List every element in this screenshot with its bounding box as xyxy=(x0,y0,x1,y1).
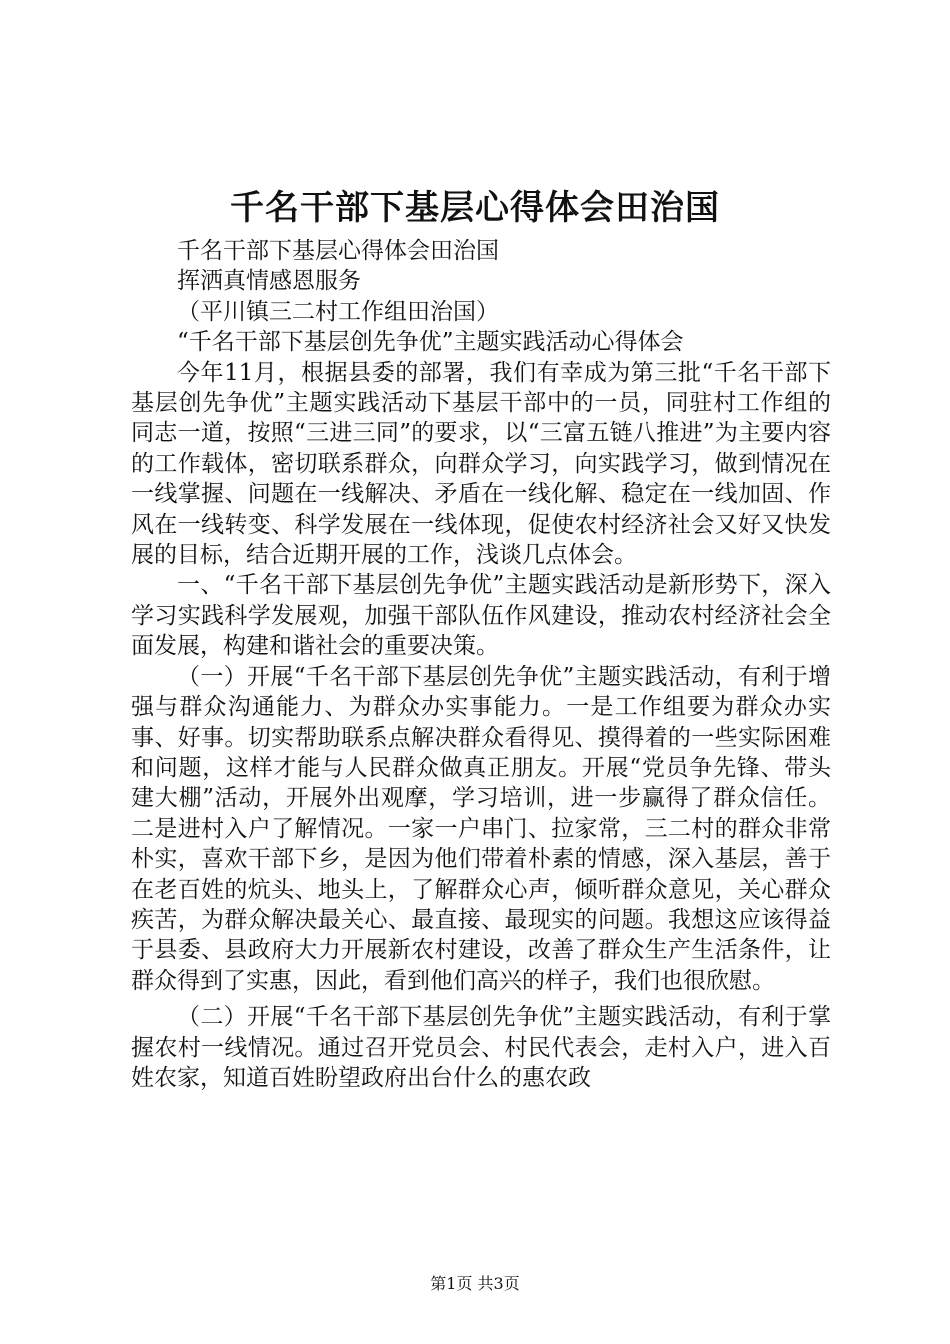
paragraph-section-1: 一、“千名干部下基层创先争优”主题实践活动是新形势下，深入学习实践科学发展观，加强干部队伍作风建设，推动农村经济社会全面发展，构建和谐社会的重要决策。 xyxy=(131,572,831,660)
document-body xyxy=(131,236,831,1093)
paragraph-subsection-1: （一）开展“千名干部下基层创先争优”主题实践活动，有利于增强与群众沟通能力、为群众办实事能力。一是工作组要为群众办实事、好事。切实帮助联系点解决群众看得见、摸得着的一些实际困难和问题，这样才能与人民群众做真正朋友。开展“党员争先锋、带头建大棚”活动，开展外出观摩，学习培训，进一步赢得了群众信任。二是进村入户了解情况。一家一户串门、拉家常，三二村的群众非常朴实，喜欢干部下乡，是因为他们带着朴素的情感，深入基层，善于在老百姓的炕头、地头上，了解群众心声，倾听群众意见，关心群众疾苦，为群众解决最关心、最直接、最现实的问题。我想这应该得益于县委、县政府大力开展新农村建设，改善了群众生产生活条件，让群众得到了实惠，因此，看到他们高兴的样子，我们也很欣慰。 xyxy=(131,663,831,994)
paragraph-slogan: 挥洒真情感恩服务 xyxy=(177,268,361,295)
document-title: 千名干部下基层心得体会田治国 xyxy=(230,188,720,228)
paragraph-subsection-2: （二）开展“千名干部下基层创先争优”主题实践活动，有利于掌握农村一线情况。通过召开党员会、村民代表会，走村入户，进入百姓农家，知道百姓盼望政府出台什么的惠农政 xyxy=(131,1004,831,1091)
paragraph-author: （平川镇三二村工作组田治国） xyxy=(177,298,499,325)
paragraph-intro: 今年11月，根据县委的部署，我们有幸成为第三批“千名干部下基层创先争优”主题实践活动下基层干部中的一员，同驻村工作组的同志一道，按照“三进三同”的要求，以“三富五链八推进”为主要内容的工作载体，密切联系群众，向群众学习，向实践学习，做到情况在一线掌握、问题在一线解决、矛盾在一线化解、稳定在一线加固、作风在一线转变、科学发展在一线体现，促使农村经济社会又好又快发展的目标，结合近期开展的工作，浅谈几点体会。 xyxy=(131,359,831,569)
page-number-footer: 第1页 共3页 xyxy=(430,1274,520,1293)
paragraph-subtitle: 千名干部下基层心得体会田治国 xyxy=(177,238,499,264)
paragraph-heading: “千名干部下基层创先争优”主题实践活动心得体会 xyxy=(177,329,684,356)
